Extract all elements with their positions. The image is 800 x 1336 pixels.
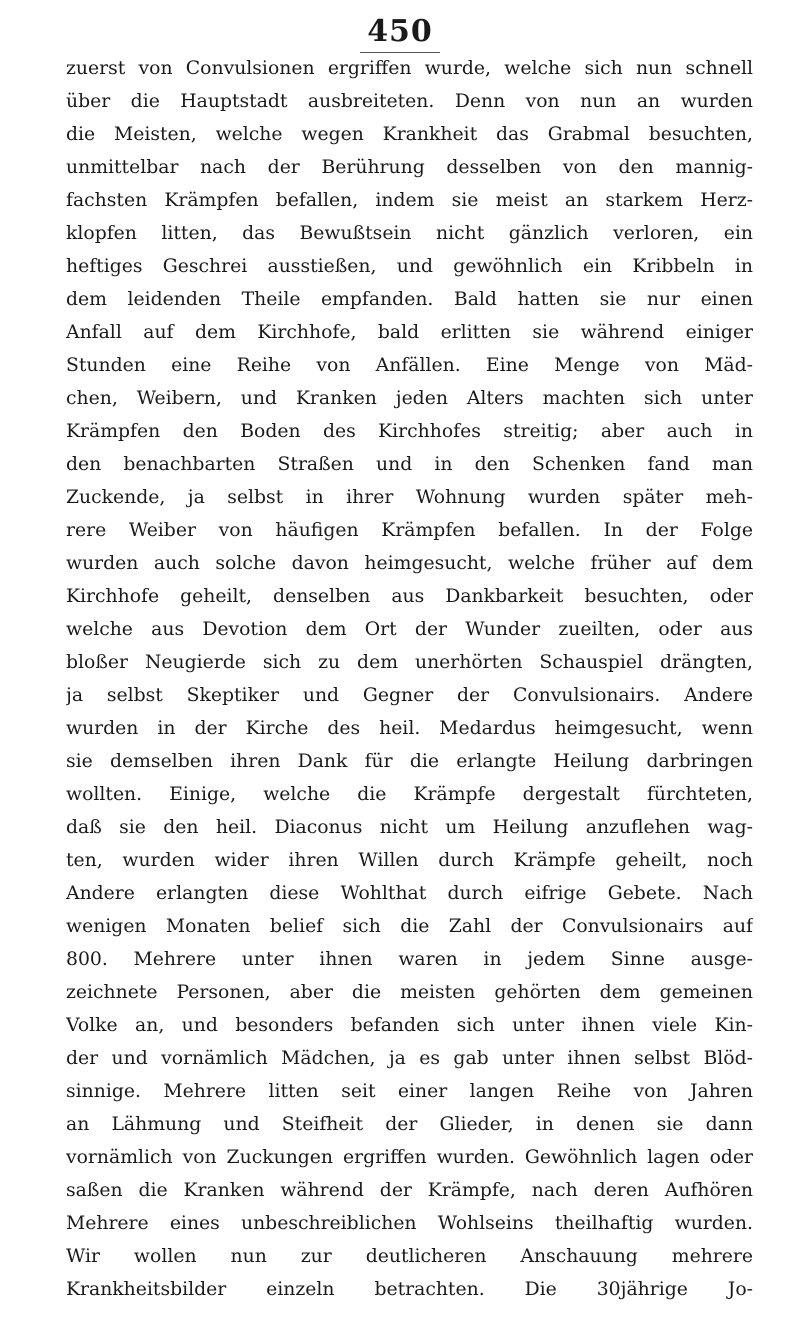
text-line-7: heftiges Geschrei ausstießen, und gewöhnlich ein Kribbeln in (66, 256, 753, 277)
text-line-30: Volke an, und besonders befanden sich unter ihnen viele Kin- (66, 1015, 753, 1036)
text-line-3: die Meisten, welche wegen Krankheit das Grabmal besuchten, (66, 124, 753, 145)
text-line-10: Stunden eine Reihe von Anfällen. Eine Menge von Mäd- (66, 355, 753, 376)
text-line-21: wurden in der Kirche des heil. Medardus heimgesucht, wenn (66, 718, 753, 739)
text-line-32: sinnige. Mehrere litten seit einer langen Reihe von Jahren (66, 1081, 753, 1102)
text-line-5: fachsten Krämpfen befallen, indem sie meist an starkem Herz- (66, 190, 753, 211)
body-text (66, 52, 753, 1306)
text-line-36: Mehrere eines unbeschreiblichen Wohlseins theilhaftig wurden. (66, 1213, 753, 1234)
text-line-2: über die Hauptstadt ausbreiteten. Denn von nun an wurden (66, 91, 753, 112)
text-line-24: daß sie den heil. Diaconus nicht um Heilung anzuflehen wag- (66, 817, 753, 838)
text-line-33: an Lähmung und Steifheit der Glieder, in denen sie dann (66, 1114, 753, 1135)
text-line-18: welche aus Devotion dem Ort der Wunder zueilten, oder aus (66, 619, 753, 640)
text-line-34: vornämlich von Zuckungen ergriffen wurden. Gewöhnlich lagen oder (66, 1147, 753, 1168)
text-line-22: sie demselben ihren Dank für die erlangte Heilung darbringen (66, 751, 753, 772)
text-line-1: zuerst von Convulsionen ergriffen wurde, welche sich nun schnell (66, 58, 753, 79)
text-line-26: Andere erlangten diese Wohlthat durch eifrige Gebete. Nach (66, 883, 753, 904)
text-line-14: Zuckende, ja selbst in ihrer Wohnung wurden später meh- (66, 487, 753, 508)
text-line-37: Wir wollen nun zur deutlicheren Anschauung mehrere (66, 1246, 753, 1267)
text-line-4: unmittelbar nach der Berührung desselben von den mannig- (66, 157, 753, 178)
text-line-27: wenigen Monaten belief sich die Zahl der Convulsionairs auf (66, 916, 753, 937)
page-number: 450 (367, 14, 433, 49)
text-line-28: 800. Mehrere unter ihnen waren in jedem Sinne ausge- (66, 949, 753, 970)
text-line-38: Krankheitsbilder einzeln betrachten. Die 30jährige Jo- (66, 1279, 753, 1300)
text-line-20: ja selbst Skeptiker und Gegner der Convulsionairs. Andere (66, 685, 753, 706)
text-line-9: Anfall auf dem Kirchhofe, bald erlitten sie während einiger (66, 322, 753, 343)
text-line-15: rere Weiber von häufigen Krämpfen befallen. In der Folge (66, 520, 753, 541)
text-line-35: saßen die Kranken während der Krämpfe, nach deren Aufhören (66, 1180, 753, 1201)
text-line-12: Krämpfen den Boden des Kirchhofes streitig; aber auch in (66, 421, 753, 442)
text-line-29: zeichnete Personen, aber die meisten gehörten dem gemeinen (66, 982, 753, 1003)
text-line-17: Kirchhofe geheilt, denselben aus Dankbarkeit besuchten, oder (66, 586, 753, 607)
text-line-8: dem leidenden Theile empfanden. Bald hatten sie nur einen (66, 289, 753, 310)
text-line-25: ten, wurden wider ihren Willen durch Krämpfe geheilt, noch (66, 850, 753, 871)
text-line-11: chen, Weibern, und Kranken jeden Alters machten sich unter (66, 388, 753, 409)
text-line-13: den benachbarten Straßen und in den Schenken fand man (66, 454, 753, 475)
text-line-16: wurden auch solche davon heimgesucht, welche früher auf dem (66, 553, 753, 574)
text-line-6: klopfen litten, das Bewußtsein nicht gänzlich verloren, ein (66, 223, 753, 244)
text-line-19: bloßer Neugierde sich zu dem unerhörten Schauspiel drängten, (66, 652, 753, 673)
text-line-31: der und vornämlich Mädchen, ja es gab unter ihnen selbst Blöd- (66, 1048, 753, 1069)
text-line-23: wollten. Einige, welche die Krämpfe dergestalt fürchteten, (66, 784, 753, 805)
